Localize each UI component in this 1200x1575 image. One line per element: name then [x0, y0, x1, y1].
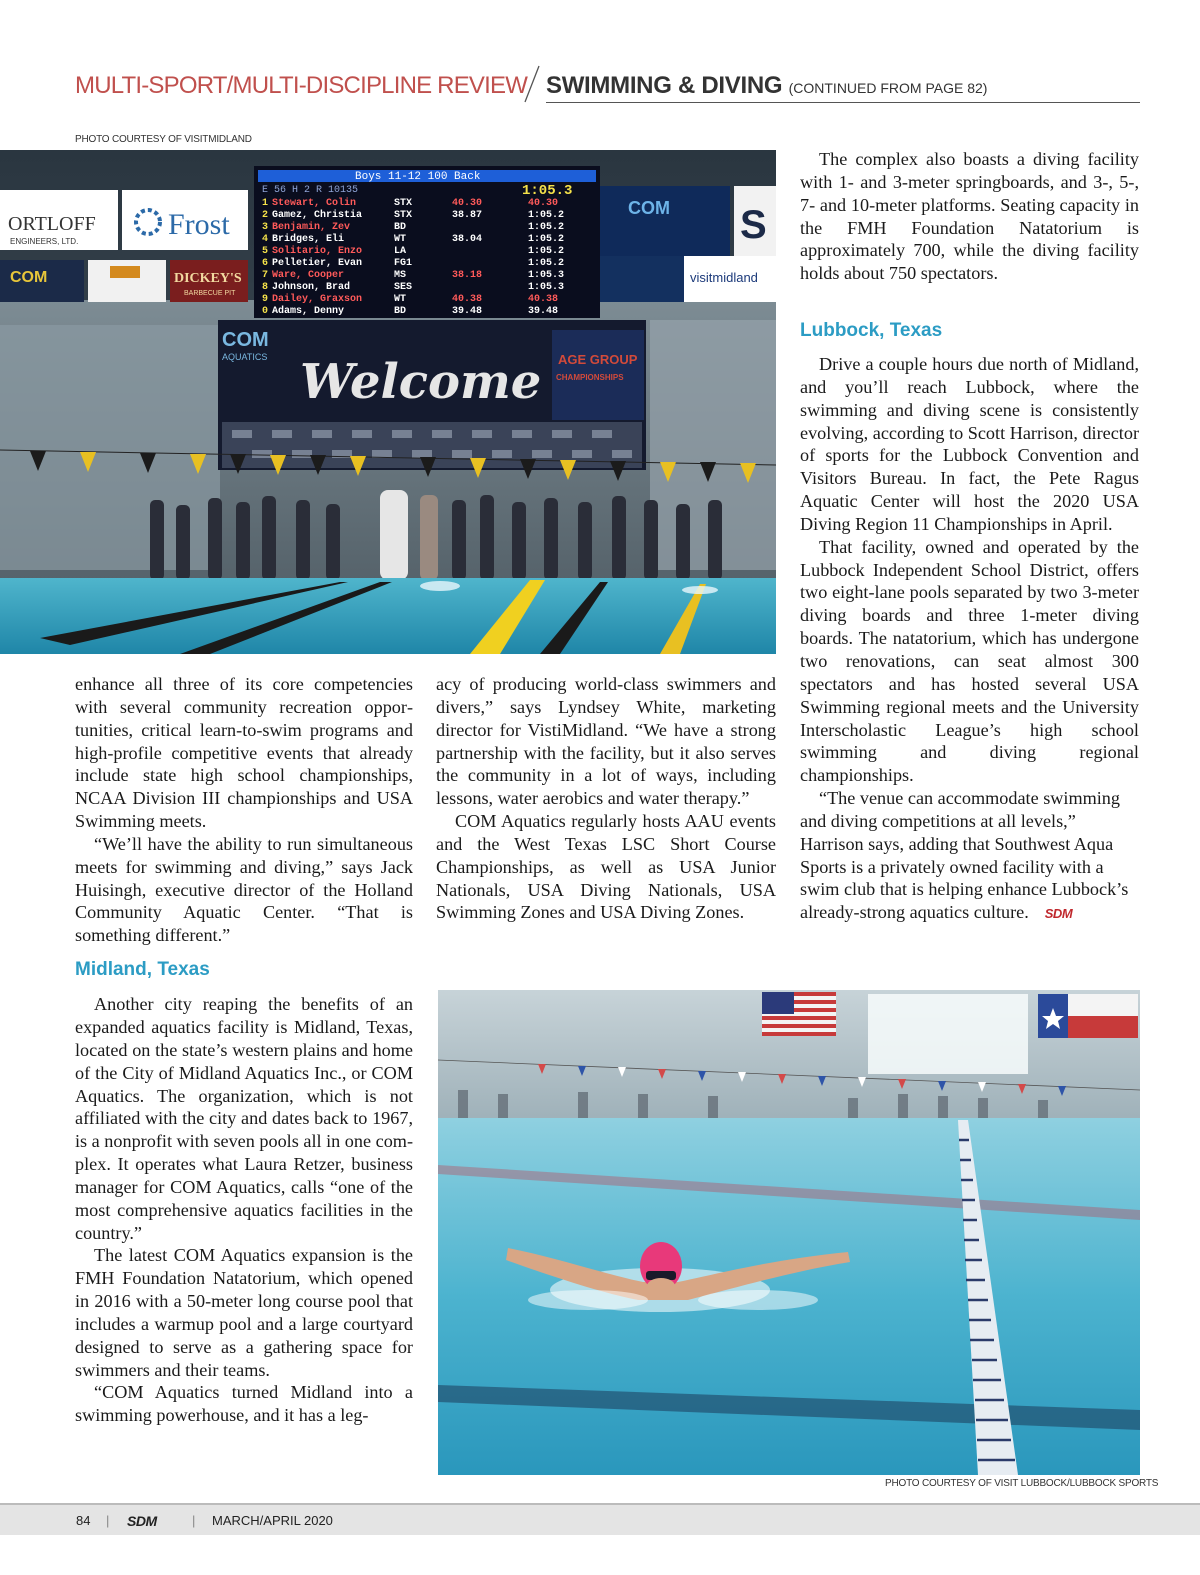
svg-text:S: S	[740, 203, 767, 247]
col1-paragraph-5: “COM Aquatics turned Midland into a swimming powerhouse, and it has a leg-	[75, 1382, 413, 1426]
scoreboard-name: Ware, Cooper	[272, 270, 345, 281]
column-1	[75, 673, 413, 1427]
photo-credit-bottom: PHOTO COURTESY OF VISIT LUBBOCK/LUBBOCK SPORTS	[885, 1478, 1159, 1489]
scoreboard-lane: 2	[262, 210, 269, 221]
footer-magazine-logo: SDM	[127, 1513, 157, 1529]
scoreboard-lane: 6	[262, 258, 269, 269]
scoreboard-lane: 4	[262, 234, 269, 245]
end-mark-sdm: SDM	[1044, 906, 1073, 922]
scoreboard-team: BD	[394, 306, 407, 317]
scoreboard-team: WT	[394, 294, 407, 305]
scoreboard-final: 40.38	[528, 294, 559, 305]
banner-com-sub: AQUATICS	[222, 352, 268, 362]
title-text: SWIMMING & DIVING	[546, 72, 783, 99]
scoreboard-name: Gamez, Christia	[272, 210, 363, 221]
scoreboard-name: Bridges, Eli	[272, 234, 345, 245]
scoreboard-final: 1:05.2	[528, 234, 565, 245]
scoreboard-team: STX	[394, 198, 413, 209]
page-title	[546, 72, 987, 100]
scoreboard-name: Dailey, Graxson	[272, 294, 363, 305]
scoreboard-clock: 1:05.3	[522, 183, 573, 199]
sponsor-dickeys-sub: BARBECUE PIT	[184, 290, 236, 297]
scoreboard-final: 1:05.2	[528, 258, 565, 269]
scoreboard-final: 1:05.3	[528, 282, 565, 293]
scoreboard-team: LA	[394, 246, 407, 257]
scoreboard-final: 40.30	[528, 198, 559, 209]
col2-paragraph-1: acy of producing world-class swimmers and divers,” says Lyndsey White, marketing director for VistiMidland. “We have a strong partnership with the facility, but it also serves the community in a lot of ways, including lessons, water aerobics and water therapy.”	[436, 674, 776, 809]
sponsor-dickeys: DICKEY'S	[174, 271, 242, 286]
banner-com: COM	[222, 329, 269, 351]
scoreboard-team: FG1	[394, 258, 413, 269]
scoreboard-final: 39.48	[528, 306, 559, 317]
scoreboard-title: Boys 11-12 100 Back	[355, 171, 481, 183]
photo-natatorium-illustration	[0, 150, 776, 654]
footer-separator-1: |	[106, 1513, 110, 1528]
sponsor-ortloff-sub: ENGINEERS, LTD.	[10, 237, 79, 246]
scoreboard-split: 39.48	[452, 306, 483, 317]
scoreboard-final: 1:05.2	[528, 246, 565, 257]
scoreboard-name: Solitario, Enzo	[272, 246, 363, 257]
continued-note: (CONTINUED FROM PAGE 82)	[788, 80, 988, 96]
col1-paragraph-1: enhance all three of its core competencies with several community recreation opportunities, critical learn-to-swim programs and high-profile competitive events that already include state high school championships, NCAA Division III championships and USA Swimming meets.	[75, 674, 413, 832]
subhead-midland: Midland, Texas	[75, 959, 210, 981]
scoreboard-team: SES	[394, 282, 413, 293]
col3-paragraph-3: That facility, owned and operated by the Lubbock Independent School District, offers two eight-lane pools separated by two 3-meter diving boards and three 1-meter diving boards. The natatorium, which has undergone two renovations, can seat almost 300 spectators and has hosted several USA Swimming regional meets and the University Interscholastic League’s high school swimming and diving regional championships.	[800, 536, 1139, 786]
photo-butterfly-swimmer	[438, 990, 1140, 1475]
scoreboard-team: MS	[394, 270, 407, 281]
scoreboard-sub: E 56 H 2 R 10135	[262, 185, 359, 196]
section-label: MULTI-SPORT/MULTI-DISCIPLINE REVIEW	[75, 72, 528, 99]
photo-credit-top: PHOTO COURTESY OF VISITMIDLAND	[75, 134, 252, 145]
col3-paragraph-1: The complex also boasts a diving facility with 1- and 3-meter springboards, and 3-, 5-, 7- and 10-meter platforms. Seating capacity in the FMH Foundation Natatorium is approximately 700, while the diving facility holds about 750 spectators.	[800, 149, 1139, 284]
col1-paragraph-4: The latest COM Aquatics expansion is the FMH Foundation Natatorium, which opened in 2016 with a 50-meter long course pool that includes a warmup pool and a large courtyard designed to serve as a gathering space for swimmers and their teams.	[75, 1245, 413, 1380]
column-2	[436, 673, 776, 924]
scoreboard-split: 40.38	[452, 294, 483, 305]
subhead-lubbock: Lubbock, Texas	[800, 320, 943, 341]
scoreboard-lane: 5	[262, 246, 269, 257]
footer-issue: MARCH/APRIL 2020	[212, 1513, 333, 1528]
col1-paragraph-3: Another city reaping the benefits of an expanded aquatics facility is Midland, Texas, located on the state’s western plains and home of the City of Midland Aquatics Inc., or COM Aquatics. The organization, which is not affiliated with the city and dates back to 1967, is a nonprofit with seven pools all in one complex. It operates what Laura Retzer, business manager for COM Aquatics, calls “one of the most comprehensive aquatics facilities in the country.”	[75, 994, 413, 1243]
banner-champs: CHAMPIONSHIPS	[556, 373, 624, 382]
scoreboard-split: 38.04	[452, 234, 483, 245]
col3-paragraph-4	[800, 787, 1139, 926]
scoreboard-lane: 8	[262, 282, 269, 293]
scoreboard-lane: 9	[262, 294, 269, 305]
column-3-top	[800, 148, 1139, 285]
col3-paragraph-2: Drive a couple hours due north of Midland, and you’ll reach Lubbock, where the swimming and diving scene is consistently evolving, according to Scott Harrison, director of sports for the Lubbock Convention and Visitors Bureau. In fact, the Pete Ragus Aquatic Center will host the 2020 USA Diving Region 11 Championships in April.	[800, 354, 1139, 534]
scoreboard-lane: 0	[262, 306, 269, 317]
scoreboard-name: Adams, Denny	[272, 306, 345, 317]
scoreboard-name: Johnson, Brad	[272, 282, 351, 293]
col1-paragraph-2: “We’ll have the ability to run simultaneous meets for swimming and diving,” says Jack Huisingh, executive director of the Holland Community Aquatic Center. “That is something different.”	[75, 833, 413, 946]
footer	[0, 1505, 1200, 1535]
sponsor-com-right: COM	[628, 198, 670, 218]
header-slash	[520, 64, 544, 104]
photo-swimmer-illustration	[438, 990, 1140, 1475]
scoreboard-team: WT	[394, 234, 407, 245]
scoreboard-final: 1:05.2	[528, 222, 565, 233]
scoreboard-split: 38.18	[452, 270, 483, 281]
col3-paragraph-4-text: “The venue can accommodate swimming and diving competitions at all levels,” Harrison says, adding that Southwest Aqua Sports is a privately owned facility with a swim club that is helping enhance Lubbock’s already-strong aquatics culture.	[800, 788, 1129, 923]
scoreboard-team: STX	[394, 210, 413, 221]
scoreboard-name: Benjamin, Zev	[272, 222, 351, 233]
scoreboard-lane: 7	[262, 270, 269, 281]
page-number: 84	[76, 1513, 91, 1528]
scoreboard-split: 40.30	[452, 198, 483, 209]
scoreboard-lane: 1	[262, 198, 269, 209]
scoreboard-team: BD	[394, 222, 407, 233]
scoreboard-name: Stewart, Colin	[272, 198, 357, 209]
header-rule	[546, 102, 1140, 103]
sponsor-frost: Frost	[168, 208, 230, 241]
scoreboard-final: 1:05.2	[528, 210, 565, 221]
scoreboard-split: 38.87	[452, 210, 483, 221]
column-3-bottom	[800, 320, 1139, 926]
banner-welcome: Welcome	[300, 354, 542, 410]
sponsor-com-small: COM	[10, 269, 48, 286]
scoreboard-final: 1:05.3	[528, 270, 565, 281]
scoreboard-lane: 3	[262, 222, 269, 233]
photo-natatorium-scoreboard	[0, 150, 776, 654]
sponsor-visitmidland: visitmidland	[690, 270, 758, 285]
banner-agegroup: AGE GROUP	[558, 352, 638, 367]
scoreboard-name: Pelletier, Evan	[272, 258, 363, 269]
footer-separator-2: |	[192, 1513, 196, 1528]
col2-paragraph-2: COM Aquatics regularly hosts AAU events and the West Texas LSC Short Course Championships, as well as USA Junior Nationals, USA Diving Nationals, USA Swimming Zones and USA Diving Zones.	[436, 811, 776, 923]
sponsor-ortloff: ORTLOFF	[8, 213, 96, 235]
